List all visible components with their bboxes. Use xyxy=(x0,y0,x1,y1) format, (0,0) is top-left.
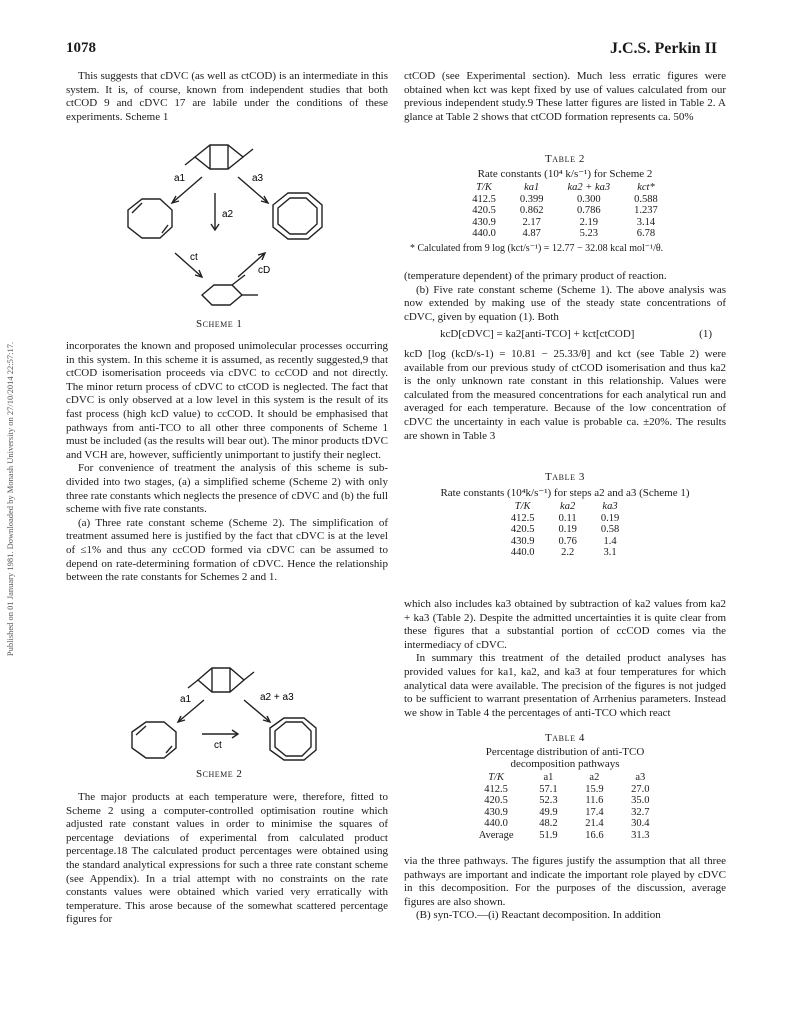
table-header-cell: a1 xyxy=(543,772,554,783)
left-para-bottom xyxy=(66,791,388,927)
table-3 xyxy=(404,471,726,559)
table-cell: 49.9 xyxy=(539,806,558,818)
left-paragraph-4: (a) Three rate constant scheme (Scheme 2). The simplification of treatment assumed here is justified by the fact that cDVC is at the level of ≤1% and thus any ccCOD formed via cDVC can be assumed to depend on rate-determining formation of cDVC. Hence the relationship between the rate constants for Schemes 2 and 1. xyxy=(66,516,388,584)
scheme-2-caption: Scheme 2 xyxy=(196,768,243,780)
right-paragraph-7: via the three pathways. The figures justify the assumption that all three pathways are important and indicate the important role played by cDVC in this decomposition. For the purposes of the discussion, average figures are also shown. xyxy=(404,855,726,908)
scheme-1-diagram xyxy=(110,135,340,325)
left-para-top xyxy=(66,70,388,124)
table-cell: 0.19 xyxy=(558,524,577,535)
right-paragraph-3: (b) Five rate constant scheme (Scheme 1). The above analysis was now extended by making use of the steady state concentrations of cDVC, given by equation (1). Both xyxy=(404,283,726,323)
table-row xyxy=(460,217,670,229)
table-cell: 2.17 xyxy=(522,216,541,228)
table-cell: 17.4 xyxy=(585,806,604,818)
download-notice: Published on 01 January 1981. Downloaded by Monash University on 27/10/2014 22:57:17. xyxy=(5,341,15,657)
scheme-2-diagram xyxy=(120,660,340,770)
table-cell: 1.237 xyxy=(634,205,658,216)
table-2 xyxy=(404,153,726,254)
table-header-cell: ka2 xyxy=(560,501,576,512)
table-cell: 420.5 xyxy=(484,795,508,806)
table-header-cell: T/K xyxy=(488,772,504,783)
table-row xyxy=(460,194,670,206)
table-4 xyxy=(404,732,726,841)
right-para-after-eq xyxy=(404,348,726,443)
table-header-cell: T/K xyxy=(514,501,531,512)
table-cell: 0.76 xyxy=(558,535,577,547)
right-paragraph-8: (B) syn-TCO.—(i) Reactant decomposition. In addition xyxy=(416,909,661,922)
table-cell: 48.2 xyxy=(539,818,558,829)
table-row xyxy=(467,784,664,796)
table-cell: 0.786 xyxy=(577,205,601,216)
right-para-top xyxy=(404,70,726,124)
table-cell: 21.4 xyxy=(585,818,604,829)
table-cell: 11.6 xyxy=(585,795,604,806)
right-para-mid xyxy=(404,270,726,324)
scheme1-ct-label: ct xyxy=(190,252,198,263)
table-cell: 0.399 xyxy=(519,193,544,205)
table-2-header-row xyxy=(460,182,670,194)
table-cell: 52.3 xyxy=(539,795,558,806)
table-row xyxy=(460,205,670,217)
table-cell: 0.300 xyxy=(577,193,601,205)
table-4-grid xyxy=(467,772,664,841)
scheme2-a2a3-label: a2 + a3 xyxy=(260,692,294,703)
table-cell: 0.11 xyxy=(558,512,577,524)
table-cell: 412.5 xyxy=(510,512,535,524)
scheme2-a1-label: a1 xyxy=(180,694,192,705)
scheme-1-caption: Scheme 1 xyxy=(196,318,243,330)
table-row xyxy=(467,818,664,830)
right-paragraph-6: In summary this treatment of the detailed product analyses has provided values for ka1, ka2, and ka3 at four temperatures for which analytical data were available. The precision of the figures is not judged to be sufficient to warrant presentation of Arrhenius parameters. Instead we show in Table 4 the percentages of anti-TCO which react xyxy=(404,652,726,719)
table-4-title: Percentage distribution of anti-TCO xyxy=(485,746,645,758)
table-cell: 412.5 xyxy=(472,193,496,205)
table-header-cell: kct* xyxy=(637,182,655,193)
table-cell: 3.14 xyxy=(636,216,656,228)
table-4-subtitle: decomposition pathways xyxy=(510,758,620,770)
table-cell: 16.6 xyxy=(585,829,604,841)
table-header-cell: ka2 + ka3 xyxy=(567,182,611,193)
table-cell: 420.5 xyxy=(472,205,496,216)
table-cell: 5.23 xyxy=(579,228,598,239)
table-header-cell: ka3 xyxy=(602,501,618,512)
equation-text: kcD[cDVC] = ka2[anti-TCO] + kct[ctCOD] xyxy=(440,328,635,340)
table-header-cell: a2 xyxy=(589,772,600,783)
table-cell: 430.9 xyxy=(510,535,535,547)
table-cell: 0.58 xyxy=(600,524,620,535)
table-row xyxy=(499,547,631,559)
table-cell: 430.9 xyxy=(472,216,496,228)
table-row xyxy=(467,795,664,807)
table-row xyxy=(460,228,670,240)
table-4-header-row xyxy=(467,772,664,784)
table-4-label: Table 4 xyxy=(544,732,586,744)
equation-1 xyxy=(440,328,726,340)
table-cell: 0.588 xyxy=(634,193,658,205)
scheme1-cd-label: cD xyxy=(258,265,271,276)
table-cell: 51.9 xyxy=(539,829,558,841)
table-header-cell: ka1 xyxy=(524,182,540,193)
table-row xyxy=(499,536,631,548)
table-cell: 4.87 xyxy=(522,228,541,239)
table-3-grid xyxy=(499,501,631,559)
equation-number: (1) xyxy=(699,328,712,340)
table-3-label: Table 3 xyxy=(544,471,586,483)
table-3-title: Rate constants (10⁴k/s⁻¹) for steps a2 and a3 (Scheme 1) xyxy=(440,487,690,499)
scheme1-a2-label: a2 xyxy=(222,209,234,220)
table-2-grid xyxy=(460,182,670,240)
table-cell: 440.0 xyxy=(472,228,496,239)
table-2-footnote: * Calculated from 9 log (kct/s⁻¹) = 12.77 − 32.08 kcal mol⁻¹/θ. xyxy=(410,242,664,254)
left-paragraph-2: incorporates the known and proposed unimolecular processes occurring in this system. In this scheme it is assumed, as recently suggested,9 that ctCOD isomerisation proceeds via cDVC to ccCOD and not directly. The minor return process of cDVC to ctCOD is neglected. The fact that cDVC is only observed at a low level in this system is the result of its fast process (high kcD value) to ccCOD. It should be emphasised that pathways from anti-TCO to all other three components of Scheme 1 must be included (as the results will bear out). The minor products tDVC and VCH are, however, sufficiently unimportant to justify their neglect. xyxy=(66,340,388,461)
table-cell: 0.19 xyxy=(600,512,620,524)
table-cell: 1.4 xyxy=(603,535,617,547)
table-cell: 2.2 xyxy=(561,547,575,558)
right-para-after-t3 xyxy=(404,598,726,720)
table-cell: 35.0 xyxy=(631,795,650,806)
right-paragraph-1: ctCOD (see Experimental section). Much less erratic figures were obtained when kct was kept fixed by use of values calculated from our previous independent study.9 These latter figures are listed in Table 2. A glance at Table 2 shows that ctCOD formation represents ca. 50% xyxy=(404,70,726,123)
table-cell: 412.5 xyxy=(484,783,508,795)
table-row xyxy=(499,524,631,536)
table-3-header-row xyxy=(499,501,631,513)
right-paragraph-5: which also includes ka3 obtained by subtraction of ka2 values from ka2 + ka3 (Table 2). Despite the admitted uncertainties it is quite clear from these figures that a substantial portion of ccCOD comes via the intermediacy of cDVC. xyxy=(404,598,726,651)
table-cell: 32.7 xyxy=(631,806,650,818)
table-row xyxy=(499,513,631,525)
left-paragraph-1: This suggests that cDVC (as well as ctCOD) is an intermediate in this system. It is, of course, known from independent studies that both ctCOD 9 and cDVC 17 are labile under the conditions of these experiments. Scheme 1 xyxy=(66,70,388,123)
table-cell: 0.862 xyxy=(519,205,544,216)
table-cell: 31.3 xyxy=(631,829,650,841)
table-cell: 2.19 xyxy=(579,216,598,228)
table-cell: 420.5 xyxy=(510,524,535,535)
scheme1-a3-label: a3 xyxy=(252,173,264,184)
table-header-cell: T/K xyxy=(476,182,492,193)
table-row xyxy=(467,830,664,842)
left-para-mid xyxy=(66,340,388,585)
table-header-cell: a3 xyxy=(635,772,646,783)
table-cell: Average xyxy=(478,829,514,841)
table-cell: 15.9 xyxy=(585,783,604,795)
scheme1-a1-label: a1 xyxy=(174,173,186,184)
table-cell: 440.0 xyxy=(484,818,508,829)
table-2-title: Rate constants (10⁴ k/s⁻¹) for Scheme 2 xyxy=(477,168,653,180)
table-cell: 3.1 xyxy=(603,547,617,558)
page-number: 1078 xyxy=(66,40,96,56)
table-cell: 57.1 xyxy=(539,783,558,795)
right-paragraph-4: kcD [log (kcD/s-1) = 10.81 − 25.33/θ] and kct (see Table 2) were available from our previous study of ctCOD isomerisation and thus ka2 is the only unknown rate constant in this relationship. Values were calculated from the measured concentrations for each analytical run and averaged for each temperature. Because of the low concentration of cDVC the uncertainty in each value is probable ca. ±20%. The results are shown in Table 3 xyxy=(404,348,726,442)
table-cell: 440.0 xyxy=(510,547,535,558)
table-cell: 6.78 xyxy=(636,228,656,239)
scheme2-ct-label: ct xyxy=(214,740,222,751)
right-para-bottom xyxy=(404,855,726,923)
table-2-label: Table 2 xyxy=(544,153,586,165)
right-paragraph-2: (temperature dependent) of the primary product of reaction. xyxy=(404,270,667,282)
table-cell: 27.0 xyxy=(631,783,650,795)
left-paragraph-5: The major products at each temperature were, therefore, fitted to Scheme 2 using a computer-controlled optimisation routine which adjusted rate constant values in order to minimise the squares of percentage deviations of experimental from calculated product percentage.18 The calculated product percentages were obtained using the standard analytical expressions for such a three rate constant scheme (see Appendix). In a trial attempt with no constraints on the rate constants values were obtained which varied very erratically with temperature. This arose because of the somewhat scattered percentage figures for xyxy=(66,791,388,926)
table-cell: 430.9 xyxy=(484,806,508,818)
table-cell: 30.4 xyxy=(631,818,650,829)
left-paragraph-3: For convenience of treatment the analysis of this scheme is sub-divided into two stages, (a) a simplified scheme (Scheme 2) with only three rate constants which neglects the presence of cDVC and (b) the full scheme with five rate constants. xyxy=(66,462,388,516)
journal-title: J.C.S. Perkin II xyxy=(610,40,718,57)
table-row xyxy=(467,807,664,819)
